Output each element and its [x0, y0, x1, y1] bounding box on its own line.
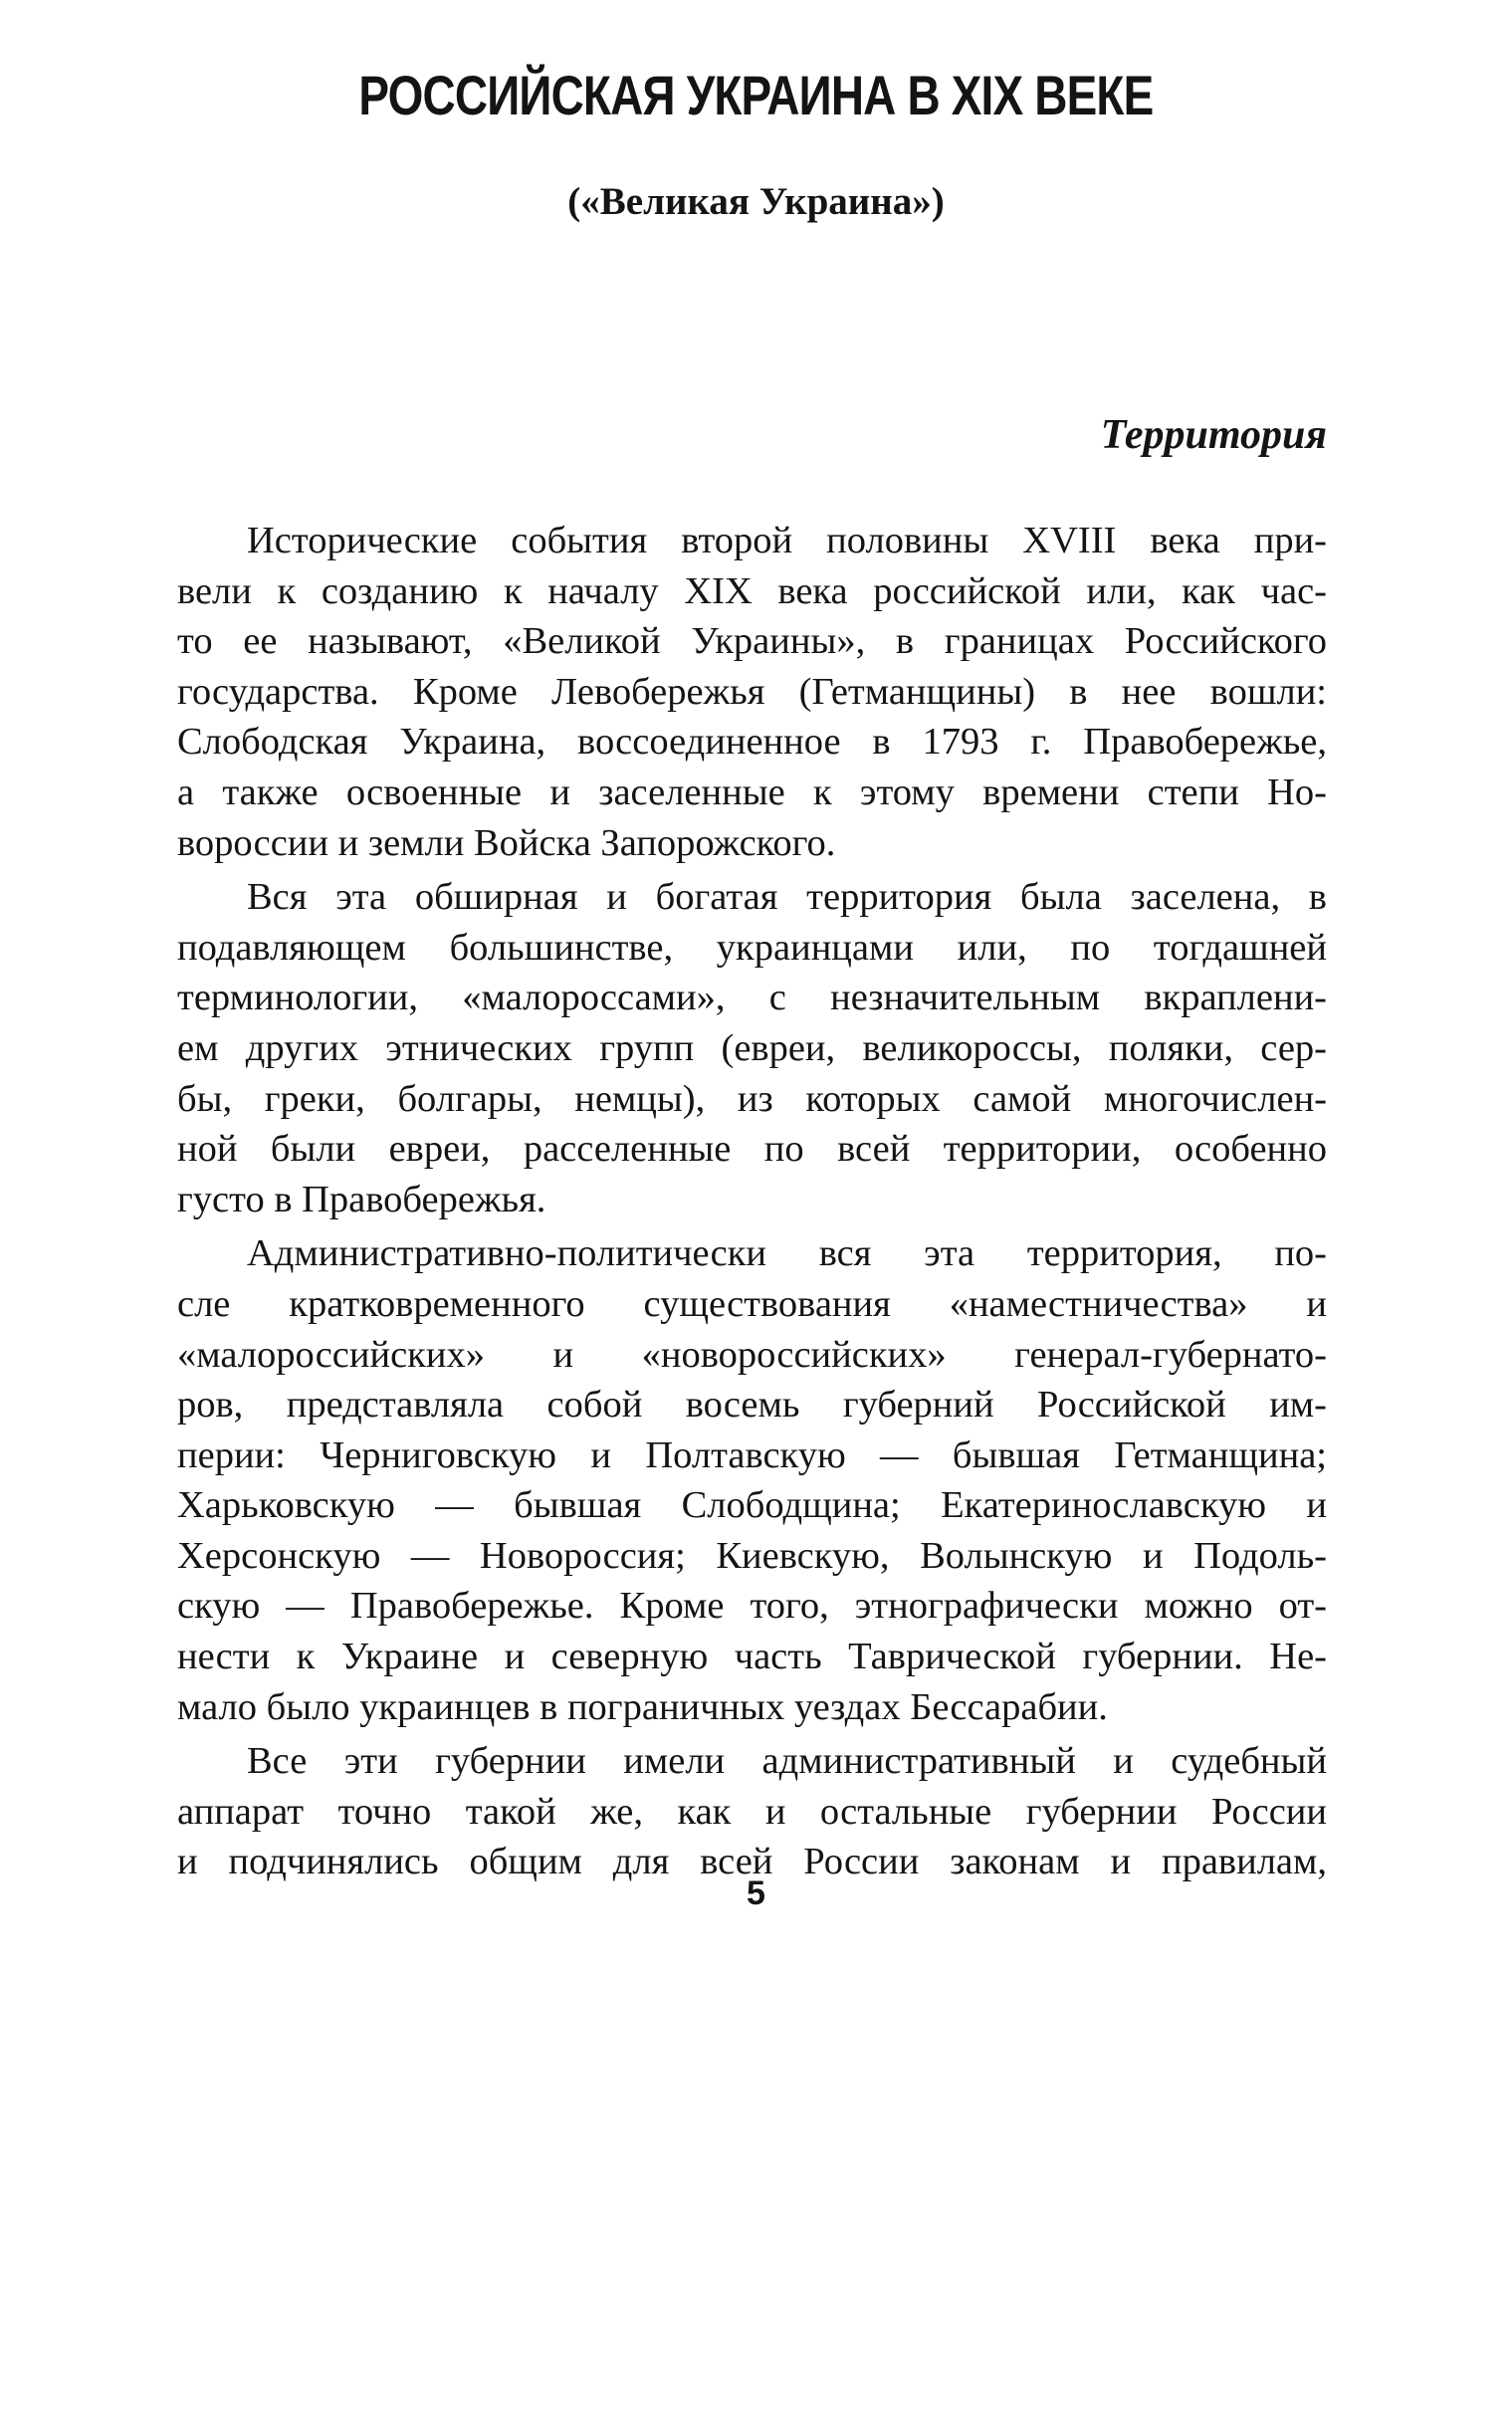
- text-line: подавляющем большинстве, украинцами или, по тогдашней: [177, 926, 1327, 969]
- paragraph-2: [177, 872, 1327, 1224]
- text-line: скую — Правобережье. Кроме того, этнографически можно от-: [177, 1585, 1327, 1628]
- text-line: ной были евреи, расселенные по всей территории, особенно: [177, 1128, 1327, 1171]
- text-line: вели к созданию к началу XIX века российской или, как час-: [177, 569, 1327, 612]
- text-line: государства. Кроме Левобережья (Гетманщины) в нее вошли:: [177, 670, 1327, 713]
- text-line: Все эти губернии имели административный и судебный: [247, 1740, 1327, 1783]
- text-line: терминологии, «малороссами», с незначительным вкраплени-: [177, 977, 1327, 1019]
- body-text: [177, 516, 1327, 1887]
- chapter-subtitle: («Великая Украина»): [567, 180, 945, 223]
- text-line: Харьковскую — бывшая Слободщина; Екатеринославскую и: [177, 1484, 1327, 1527]
- text-line: бы, греки, болгары, немцы), из которых самой многочислен-: [177, 1077, 1327, 1120]
- text-line: мало было украинцев в пограничных уездах Бессарабии.: [177, 1685, 1108, 1728]
- paragraph-3: [177, 1228, 1327, 1732]
- text-line: сле кратковременного существования «наместничества» и: [177, 1282, 1327, 1325]
- section-heading: Территория: [1100, 412, 1327, 458]
- chapter-title: РОССИЙСКАЯ УКРАИНА В XIX ВЕКЕ: [358, 64, 1154, 126]
- text-line: нести к Украине и северную часть Таврической губернии. Не-: [177, 1636, 1327, 1678]
- text-line: густо в Правобережья.: [177, 1178, 546, 1220]
- text-line: ров, представляла собой восемь губерний Российской им-: [177, 1384, 1327, 1427]
- text-line: Слободская Украина, воссоединенное в 1793 г. Правобережье,: [177, 721, 1327, 764]
- text-line: Исторические события второй половины XVIII века при-: [247, 520, 1327, 561]
- text-line: а также освоенные и заселенные к этому времени степи Но-: [177, 770, 1327, 813]
- text-line: Административно-политически вся эта территория, по-: [247, 1232, 1327, 1275]
- paragraph-1: [177, 516, 1327, 868]
- text-line: вороссии и земли Войска Запорожского.: [177, 821, 836, 864]
- page-number: 5: [747, 1874, 765, 1912]
- text-line: перии: Черниговскую и Полтавскую — бывшая Гетманщина;: [177, 1433, 1327, 1476]
- text-line: и подчинялись общим для всей России законам и правилам,: [177, 1841, 1327, 1883]
- text-line: «малороссийских» и «новороссийских» генерал-губернато-: [177, 1333, 1327, 1376]
- text-line: ем других этнических групп (евреи, великороссы, поляки, сер-: [177, 1026, 1327, 1069]
- text-line: Херсонскую — Новороссия; Киевскую, Волынскую и Подоль-: [177, 1534, 1327, 1577]
- text-line: Вся эта обширная и богатая территория была заселена, в: [247, 876, 1327, 919]
- text-line: аппарат точно такой же, как и остальные губернии России: [177, 1790, 1327, 1833]
- text-line: то ее называют, «Великой Украины», в границах Российского: [177, 620, 1327, 663]
- paragraph-4: [177, 1736, 1327, 1887]
